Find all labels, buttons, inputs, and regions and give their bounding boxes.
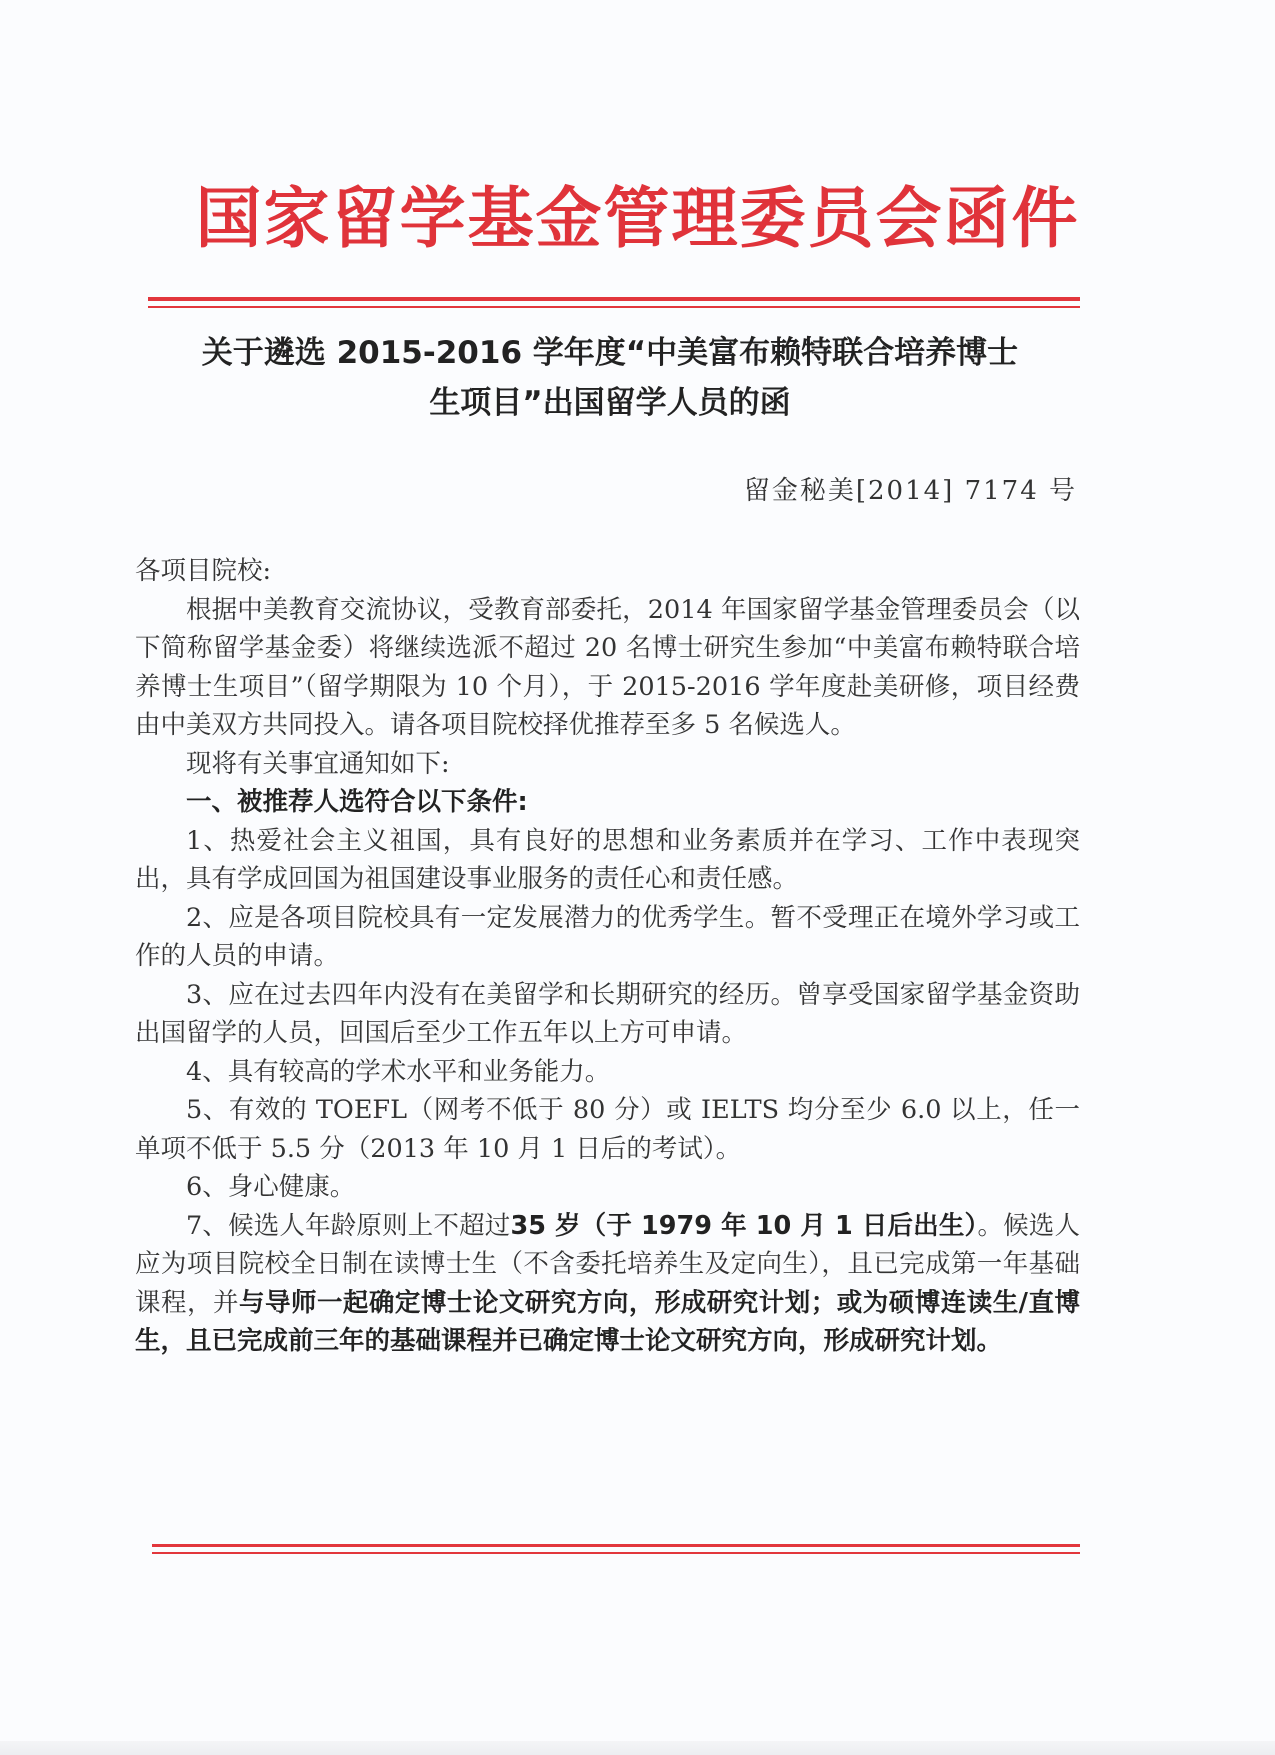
footer-rule-thin bbox=[152, 1552, 1080, 1554]
condition-item-5: 5、有效的 TOEFL（网考不低于 80 分）或 IELTS 均分至少 6.0 以上，任一单项不低于 5.5 分（2013 年 10 月 1 日后的考试）。 bbox=[135, 1095, 1080, 1164]
condition-item-7 bbox=[135, 1207, 1080, 1361]
section-heading-1: 一、被推荐人选符合以下条件: bbox=[186, 787, 528, 817]
item7-age-limit: 35 岁（于 1979 年 10 月 1 日后出生） bbox=[510, 1210, 978, 1241]
letterhead-rule-thin bbox=[148, 306, 1080, 308]
paragraph-intro: 根据中美教育交流协议，受教育部委托，2014 年国家留学基金管理委员会（以下简称留学基金委）将继续选派不超过 20 名博士研究生参加“中美富布赖特联合培养博士生项目”（留学期限为 10 个月），于 2015-2016 学年度赴美研修，项目经费由中美双方共同投入。请各项目院校择优推荐至多 5 名候选人。 bbox=[135, 594, 1080, 740]
document-body bbox=[135, 552, 1080, 1361]
condition-item-6: 6、身心健康。 bbox=[186, 1172, 356, 1202]
paragraph-notice: 现将有关事宜通知如下: bbox=[186, 748, 450, 779]
condition-item-1: 1、热爱社会主义祖国，具有良好的思想和业务素质并在学习、工作中表现突出，具有学成回国为祖国建设事业服务的责任心和责任感。 bbox=[135, 825, 1080, 894]
condition-item-4: 4、具有较高的学术水平和业务能力。 bbox=[186, 1056, 611, 1087]
condition-item-3: 3、应在过去四年内没有在美留学和长期研究的经历。曾享受国家留学基金资助出国留学的人员，回国后至少工作五年以上方可申请。 bbox=[135, 979, 1080, 1048]
title-line-1: 关于遴选 2015-2016 学年度“中美富布赖特联合培养博士 bbox=[201, 335, 1019, 371]
scan-edge bbox=[0, 1741, 1275, 1755]
title-line-2: 生项目”出国留学人员的函 bbox=[429, 385, 791, 421]
footer-rule-thick bbox=[152, 1544, 1080, 1547]
letterhead-rule-thick bbox=[148, 297, 1080, 301]
condition-item-2: 2、应是各项目院校具有一定发展潜力的优秀学生。暂不受理正在境外学习或工作的人员的申请。 bbox=[135, 902, 1080, 971]
document-title bbox=[130, 328, 1090, 428]
document-number: 留金秘美[2014] 7174 号 bbox=[743, 476, 1077, 506]
salutation: 各项目院校: bbox=[135, 556, 272, 586]
letterhead-title: 国家留学基金管理委员会函件 bbox=[195, 179, 1080, 257]
item7-research-plan: 与导师一起确定博士论文研究方向，形成研究计划；或为硕博连读生/直博生，且已完成前三年的基础课程并已确定博士论文研究方向，形成研究计划。 bbox=[135, 1287, 1080, 1356]
item7-part-a: 7、候选人年龄原则上不超过 bbox=[186, 1210, 511, 1241]
item7-part-c: 。候选人应为项目院校全日制在读博士生（不含委托培养生及定向生），且已完成第一年基础课程，并 bbox=[135, 1210, 1080, 1318]
